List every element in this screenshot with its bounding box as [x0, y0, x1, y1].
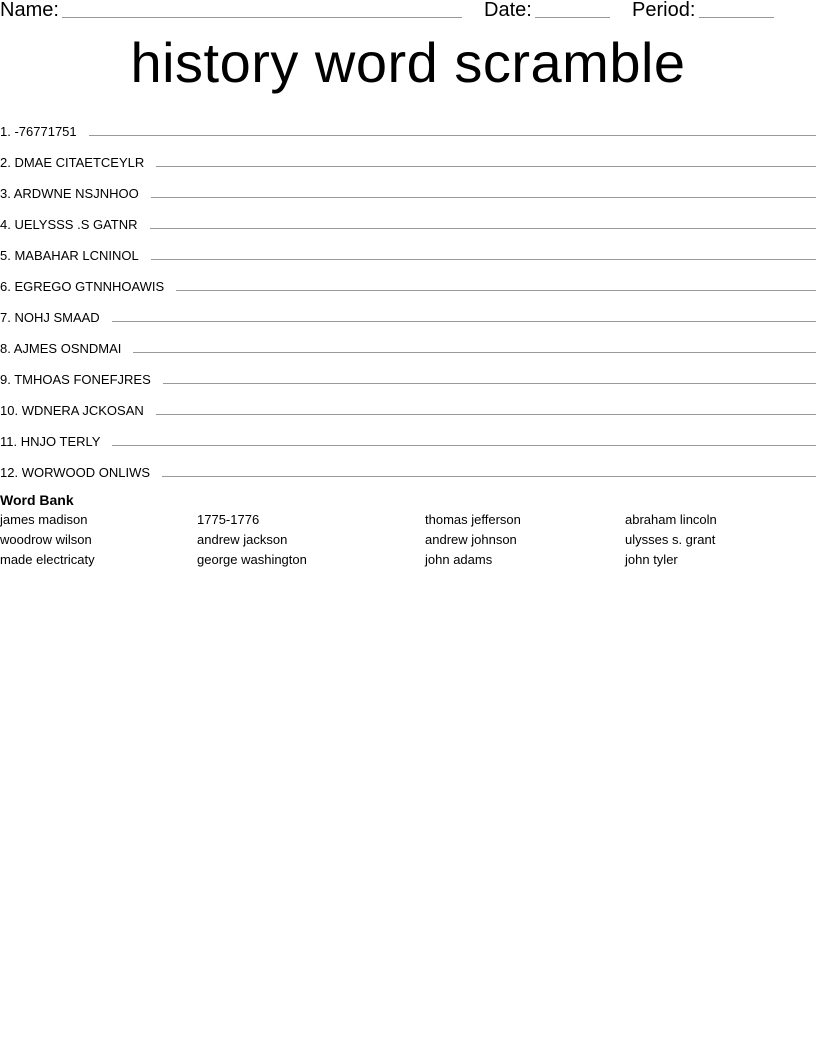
answer-line[interactable] — [176, 290, 816, 291]
answer-line[interactable] — [151, 259, 816, 260]
question-number: 10. — [0, 403, 19, 418]
word-bank-item: woodrow wilson — [0, 532, 92, 547]
answer-line[interactable] — [112, 445, 816, 446]
scrambled-word: MABAHAR LCNINOL — [14, 248, 139, 263]
word-bank-item: john adams — [425, 552, 493, 567]
question-row-9 — [0, 361, 816, 392]
word-bank-item: thomas jefferson — [425, 512, 521, 527]
word-bank-item: james madison — [0, 512, 88, 527]
answer-line[interactable] — [163, 383, 816, 384]
question-number: 5. — [0, 248, 11, 263]
question-text — [0, 465, 162, 481]
scrambled-word: WORWOOD ONLIWS — [21, 465, 151, 480]
question-text — [0, 341, 133, 357]
scrambled-word: HNJO TERLY — [20, 434, 101, 449]
word-bank-item: ulysses s. grant — [625, 532, 716, 547]
question-row-5 — [0, 237, 816, 268]
name-blank-line[interactable] — [62, 17, 462, 18]
question-text — [0, 124, 89, 140]
question-number: 3. — [0, 186, 11, 201]
question-text — [0, 279, 176, 295]
question-number: 9. — [0, 372, 11, 387]
word-bank-item: george washington — [197, 552, 307, 567]
scrambled-word: -76771751 — [14, 124, 77, 139]
question-row-10 — [0, 392, 816, 423]
question-list — [0, 113, 816, 485]
period-blank-line[interactable] — [699, 17, 774, 18]
question-row-11 — [0, 423, 816, 454]
question-text — [0, 372, 163, 388]
question-number: 2. — [0, 155, 11, 170]
answer-line[interactable] — [150, 228, 816, 229]
scrambled-word: TMHOAS FONEFJRES — [14, 372, 151, 387]
question-row-8 — [0, 330, 816, 361]
question-row-1 — [0, 113, 816, 144]
word-bank-item: andrew jackson — [197, 532, 288, 547]
name-label: Name: — [0, 0, 59, 21]
question-text — [0, 186, 151, 202]
question-text — [0, 217, 150, 233]
date-label: Date: — [484, 0, 532, 21]
answer-line[interactable] — [162, 476, 816, 477]
question-row-12 — [0, 454, 816, 485]
word-bank-item: made electricaty — [0, 552, 95, 567]
answer-line[interactable] — [156, 166, 816, 167]
date-blank-line[interactable] — [535, 17, 610, 18]
scrambled-word: WDNERA JCKOSAN — [21, 403, 144, 418]
scrambled-word: NOHJ SMAAD — [14, 310, 100, 325]
question-text — [0, 155, 156, 171]
question-number: 12. — [0, 465, 19, 480]
question-text — [0, 403, 156, 419]
scrambled-word: UELYSSS .S GATNR — [14, 217, 138, 232]
word-bank-title: Word Bank — [0, 492, 74, 508]
question-row-4 — [0, 206, 816, 237]
word-bank-item: 1775-1776 — [197, 512, 260, 527]
answer-line[interactable] — [112, 321, 816, 322]
question-number: 8. — [0, 341, 11, 356]
question-row-7 — [0, 299, 816, 330]
question-row-6 — [0, 268, 816, 299]
question-number: 4. — [0, 217, 11, 232]
question-text — [0, 310, 112, 326]
page-title: history word scramble — [130, 31, 686, 94]
question-row-2 — [0, 144, 816, 175]
word-bank-item: andrew johnson — [425, 532, 517, 547]
question-row-3 — [0, 175, 816, 206]
scrambled-word: DMAE CITAETCEYLR — [14, 155, 145, 170]
period-label: Period: — [632, 0, 696, 21]
question-number: 7. — [0, 310, 11, 325]
question-number: 1. — [0, 124, 11, 139]
worksheet-header — [0, 0, 816, 22]
scrambled-word: AJMES OSNDMAI — [13, 341, 122, 356]
answer-line[interactable] — [151, 197, 816, 198]
scrambled-word: EGREGO GTNNHOAWIS — [14, 279, 165, 294]
word-bank-item: john tyler — [625, 552, 678, 567]
question-number: 6. — [0, 279, 11, 294]
answer-line[interactable] — [156, 414, 816, 415]
question-number: 11. — [0, 434, 18, 449]
question-text — [0, 248, 151, 264]
scrambled-word: ARDWNE NSJNHOO — [13, 186, 139, 201]
answer-line[interactable] — [133, 352, 816, 353]
answer-line[interactable] — [89, 135, 816, 136]
question-text — [0, 434, 112, 450]
word-bank-item: abraham lincoln — [625, 512, 717, 527]
word-bank — [0, 511, 816, 571]
